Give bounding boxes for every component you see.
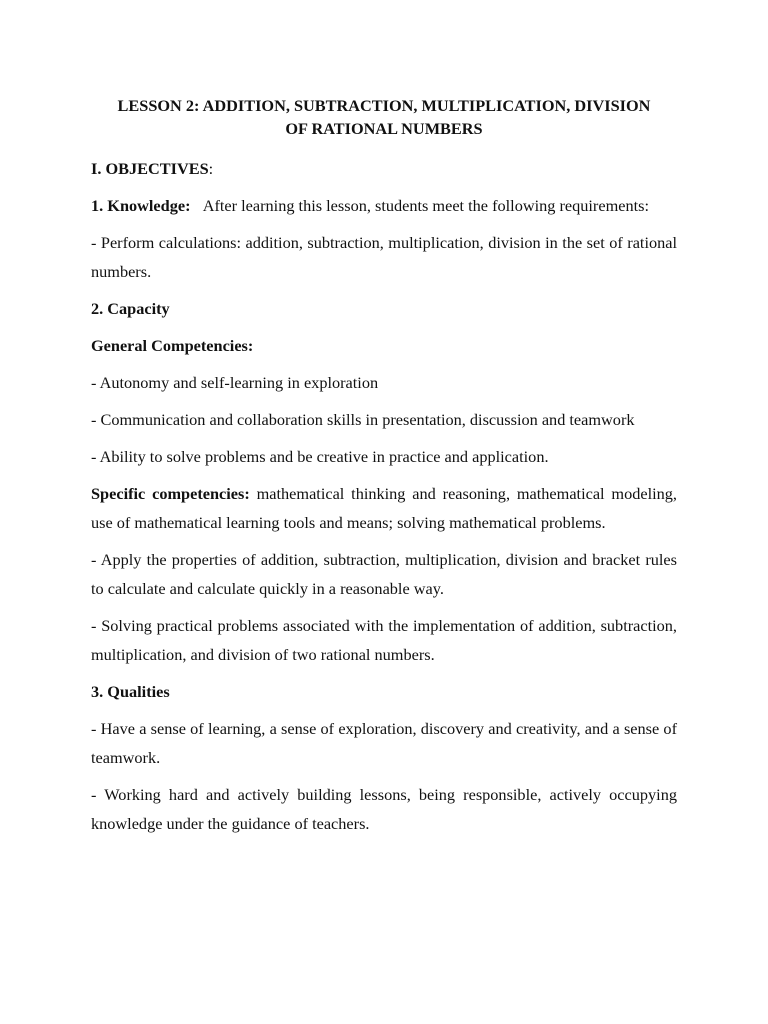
knowledge-item: - Perform calculations: addition, subtraction, multiplication, division in the set of rational numbers. — [91, 233, 677, 281]
objectives-heading-text: I. OBJECTIVES — [91, 159, 209, 178]
general-competencies-heading: General Competencies: — [91, 336, 254, 355]
specific-competency-item: - Apply the properties of addition, subtraction, multiplication, division and bracket rules to calculate and calculate quickly in a reasonable way. — [91, 550, 677, 598]
general-competency-item: - Communication and collaboration skills in presentation, discussion and teamwork — [91, 410, 635, 429]
general-competency-item: - Ability to solve problems and be creative in practice and application. — [91, 447, 549, 466]
lesson-title-line-2: OF RATIONAL NUMBERS — [285, 119, 483, 138]
general-competency-item: - Autonomy and self-learning in exploration — [91, 373, 379, 392]
objectives-heading-colon: : — [208, 159, 214, 178]
quality-item: - Working hard and actively building lessons, being responsible, actively occupying knowledge under the guidance of teachers. — [91, 785, 677, 833]
lesson-title-line-1: LESSON 2: ADDITION, SUBTRACTION, MULTIPLICATION, DIVISION — [117, 96, 651, 115]
qualities-heading: 3. Qualities — [91, 682, 170, 701]
specific-competencies-paragraph — [91, 479, 677, 537]
specific-competencies-text: mathematical thinking and reasoning, mathematical modeling, use of mathematical learning tools and means; solving mathematical problems. — [91, 484, 677, 532]
capacity-heading: 2. Capacity — [91, 299, 170, 318]
objectives-heading — [91, 154, 677, 183]
quality-item: - Have a sense of learning, a sense of exploration, discovery and creativity, and a sense of teamwork. — [91, 719, 677, 767]
knowledge-label: 1. Knowledge: — [91, 196, 191, 215]
knowledge-paragraph — [91, 191, 677, 220]
specific-competency-item: - Solving practical problems associated with the implementation of addition, subtraction, multiplication, and division of two rational numbers. — [91, 616, 677, 664]
specific-competencies-label: Specific competencies: — [91, 484, 250, 503]
lesson-title — [91, 94, 677, 140]
knowledge-text: After learning this lesson, students meet the following requirements: — [202, 196, 649, 215]
